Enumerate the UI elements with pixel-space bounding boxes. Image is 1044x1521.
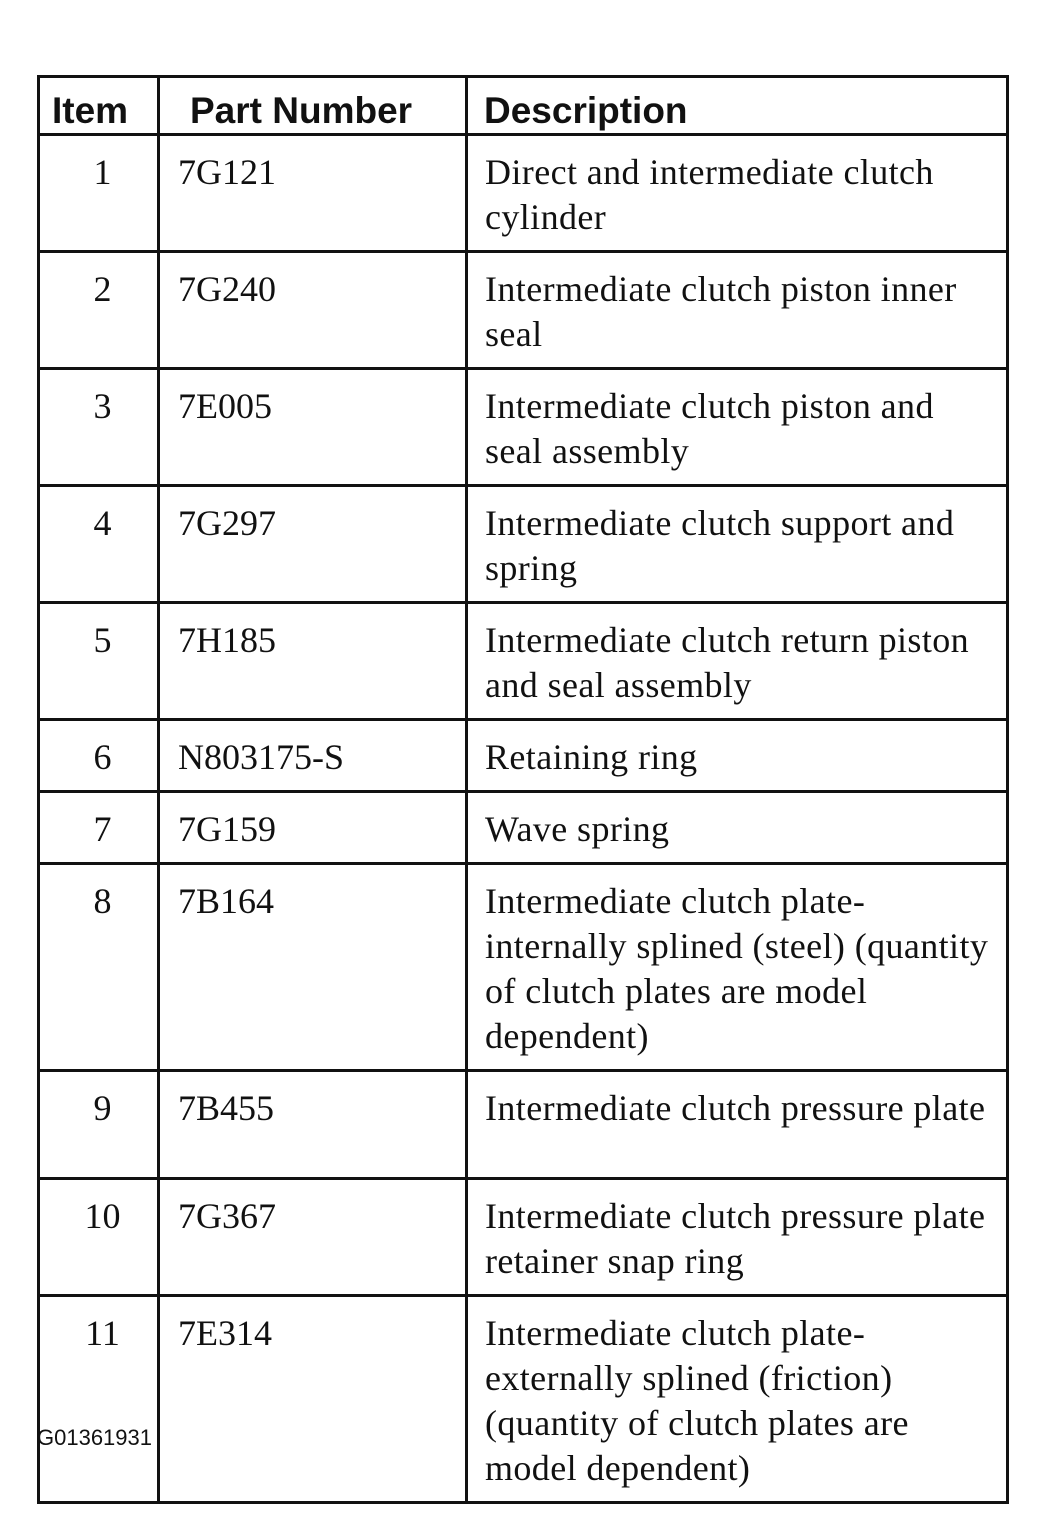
part-number: 7G297 [159,486,467,603]
table-row [39,252,1008,369]
item-number: 11 [39,1296,159,1503]
item-number: 2 [39,252,159,369]
part-number: 7B455 [159,1071,467,1179]
table-row [39,792,1008,864]
part-number: 7E005 [159,369,467,486]
part-description: Intermediate clutch support and spring [467,486,1008,603]
table-row [39,864,1008,1071]
part-description: Wave spring [467,792,1008,864]
item-number: 7 [39,792,159,864]
item-number: 5 [39,603,159,720]
figure-id: G01361931 [37,1425,152,1450]
part-description: Intermediate clutch pressure plate [467,1071,1008,1179]
part-description: Direct and intermediate clutch cylinder [467,135,1008,252]
header-part-number: Part Number [159,77,467,135]
part-description: Intermediate clutch pressure plate retainer snap ring [467,1179,1008,1296]
part-number: 7G240 [159,252,467,369]
table-row [39,603,1008,720]
part-description: Intermediate clutch plate-internally splined (steel) (quantity of clutch plates are model dependent) [467,864,1008,1071]
part-number: 7G159 [159,792,467,864]
item-number: 8 [39,864,159,1071]
table-row [39,720,1008,792]
part-description: Intermediate clutch piston inner seal [467,252,1008,369]
table-row [39,1071,1008,1179]
part-description: Intermediate clutch plate-externally splined (friction) (quantity of clutch plates are model dependent) [467,1296,1008,1503]
part-number: 7B164 [159,864,467,1071]
part-description: Retaining ring [467,720,1008,792]
part-number: 7G367 [159,1179,467,1296]
part-number: 7H185 [159,603,467,720]
item-number: 9 [39,1071,159,1179]
header-row [39,77,1008,135]
item-number: 10 [39,1179,159,1296]
part-description: Intermediate clutch return piston and seal assembly [467,603,1008,720]
part-description: Intermediate clutch piston and seal assembly [467,369,1008,486]
table-row [39,1296,1008,1503]
table-row [39,1179,1008,1296]
item-number: 1 [39,135,159,252]
part-number: N803175-S [159,720,467,792]
parts-table [37,75,1009,1504]
header-description: Description [467,77,1008,135]
part-number: 7E314 [159,1296,467,1503]
table-row [39,369,1008,486]
item-number: 3 [39,369,159,486]
table-row [39,135,1008,252]
part-number: 7G121 [159,135,467,252]
header-item: Item [39,77,159,135]
table-row [39,486,1008,603]
item-number: 4 [39,486,159,603]
item-number: 6 [39,720,159,792]
